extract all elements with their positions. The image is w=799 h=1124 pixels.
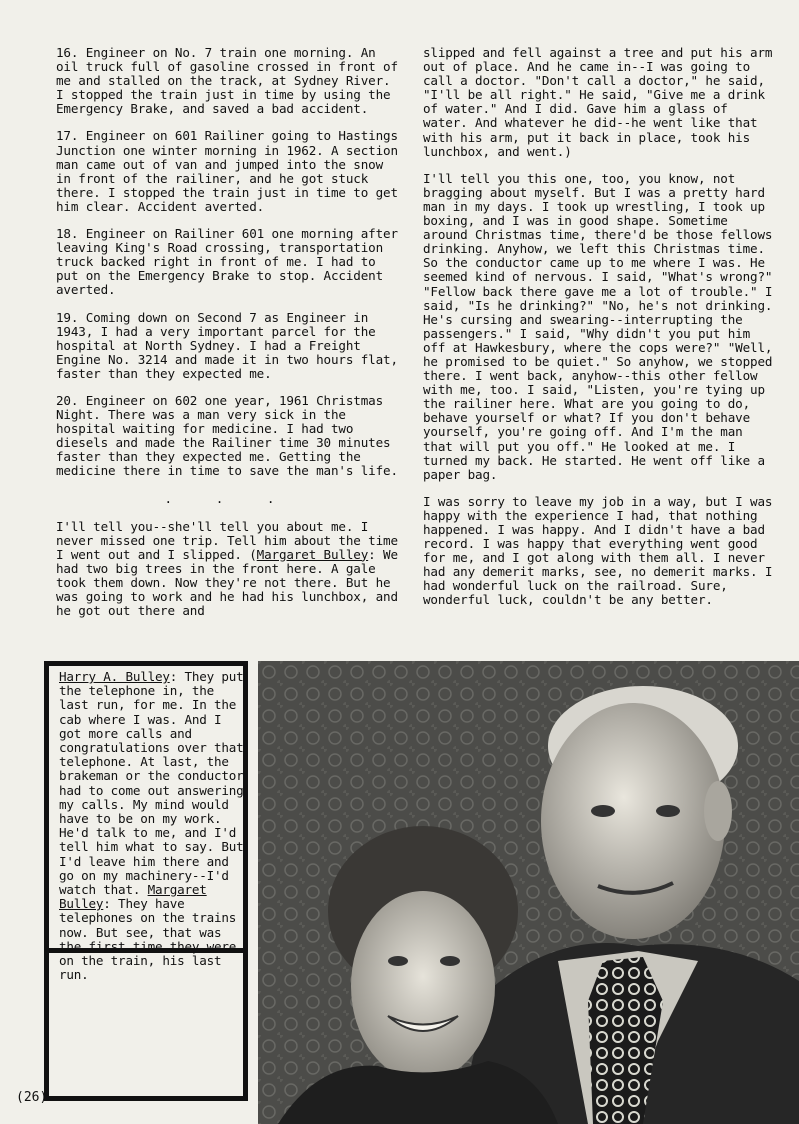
speaker-margaret-sidebar: Margaret Bulley (59, 882, 207, 912)
woman-face (351, 891, 495, 1081)
left-column (56, 46, 401, 631)
paragraph-20: 20. Engineer on 602 one year, 1961 Christmas Night. There was a man very sick in the hospital waiting for medicine. I had two diesels and made the Railiner time 30 minutes faster than they expected me. Getting the medicine there in time to save the man's life. (56, 392, 398, 479)
sidebar-quote-box (44, 661, 248, 1101)
right-column (423, 46, 773, 621)
speaker-harry: Harry A. Bulley (59, 669, 170, 684)
man-face (541, 703, 725, 939)
speaker-margaret: Margaret Bulley (256, 546, 369, 562)
paragraph-conductor-story: I'll tell you this one, too, you know, not bragging about myself. But I was a pretty hard man in my days. I took up wrestling, I took up boxing, and I was in good shape. Sometime around Christmas time, there'd be those fellows drinking. Anyhow, we left this Christmas time. So the conductor came up to me where I was. He seemed kind of nervous. I said, "What's wrong?" "Fellow back there gave me a lot of trouble." I said, "Is he drinking?" "No, he's not drinking. He's cursing and swearing--interrupting the passengers." I said, "Why didn't you put him off at Hawkesbury, where the cops were?" "Well, he promised to be quiet." So anyhow, we stopped there. I went back, anyhow--this other fellow with me, too. I said, "Listen, you're tying up the railiner here. What are you going to do, behave yourself or what? If you don't behave yourself, you're going off. And I'm the man that will put you off." He looked at me. I turned my back. He started. He went off like a paper bag. (423, 170, 773, 482)
paragraph-retirement: I was sorry to leave my job in a way, but I was happy with the experience I had, that nothing happened. I was happy. And I didn't have a bad record. I was happy that everything went good for me, and I got along with them all. I never had any demerit marks, see, no demerit marks. I had wonderful luck on the railroad. Sure, wonderful luck, couldn't be any better. (423, 493, 773, 608)
photo-illustration (258, 661, 799, 1124)
page-number: (26) (16, 1090, 48, 1105)
paragraph-16: 16. Engineer on No. 7 train one morning. An oil truck full of gasoline crossed in front of me and stalled on the track, at Sydney River. I stopped the train just in time by using the Emergency Brake, and saved a bad accident. (56, 45, 398, 117)
slipped-story-intro: I'll tell you--she'll tell you about me. I never missed one trip. Tell him about the time I went out and I slipped. ( (56, 518, 398, 562)
couple-photograph (258, 661, 799, 1124)
sidebar-quote-text (59, 670, 249, 982)
paragraph-19: 19. Coming down on Second 7 as Engineer in 1943, I had a very important parcel for the hospital at North Sydney. I had a Freight Engine No. 3214 and made it in two hours flat, faster than they expected me. (56, 309, 398, 381)
slipped-story-continued: : We had two big trees in the front here. A gale took them down. Now they're not there. But he was going to work and he had his lunchbox, and he got out there and (56, 546, 398, 619)
section-break-dots: . . . (164, 490, 293, 506)
box-divider (49, 948, 243, 953)
margaret-quote: : They have telephones on the trains now. But see, that was the first time they were on the train, his last run. (59, 896, 237, 983)
harry-quote: : They put the telephone in, the last run, for me. In the cab where I was. And I got more calls and congratulations over that telephone. At last, the brakeman or the conductor had to come out answering my calls. My mind would have to be on my work. He'd talk to me, and I'd tell him what to say. But I'd leave him there and go on my machinery--I'd watch that. (59, 669, 244, 898)
paragraph-18: 18. Engineer on Railiner 601 one morning after leaving King's Road crossing, transportation truck backed right in front of me. I had to put on the Emergency Brake to stop. Accident averted. (56, 226, 398, 298)
paragraph-slipped-story (56, 520, 401, 619)
paragraph-17: 17. Engineer on 601 Railiner going to Hastings Junction one winter morning in 1962. A section man came out of van and jumped into the snow in front of the railiner, and he got stuck there. I stopped the train just in time to get him clear. Accident averted. (56, 128, 398, 214)
paragraph-slipped-continued: slipped and fell against a tree and put his arm out of place. And he came in--I was going to call a doctor. "Don't call a doctor," he said, "I'll be all right." He said, "Give me a drink of water." And I did. Gave him a glass of water. And whatever he did--he went like that with his arm, put it back in place, took his lunchbox, and went.) (423, 45, 773, 159)
